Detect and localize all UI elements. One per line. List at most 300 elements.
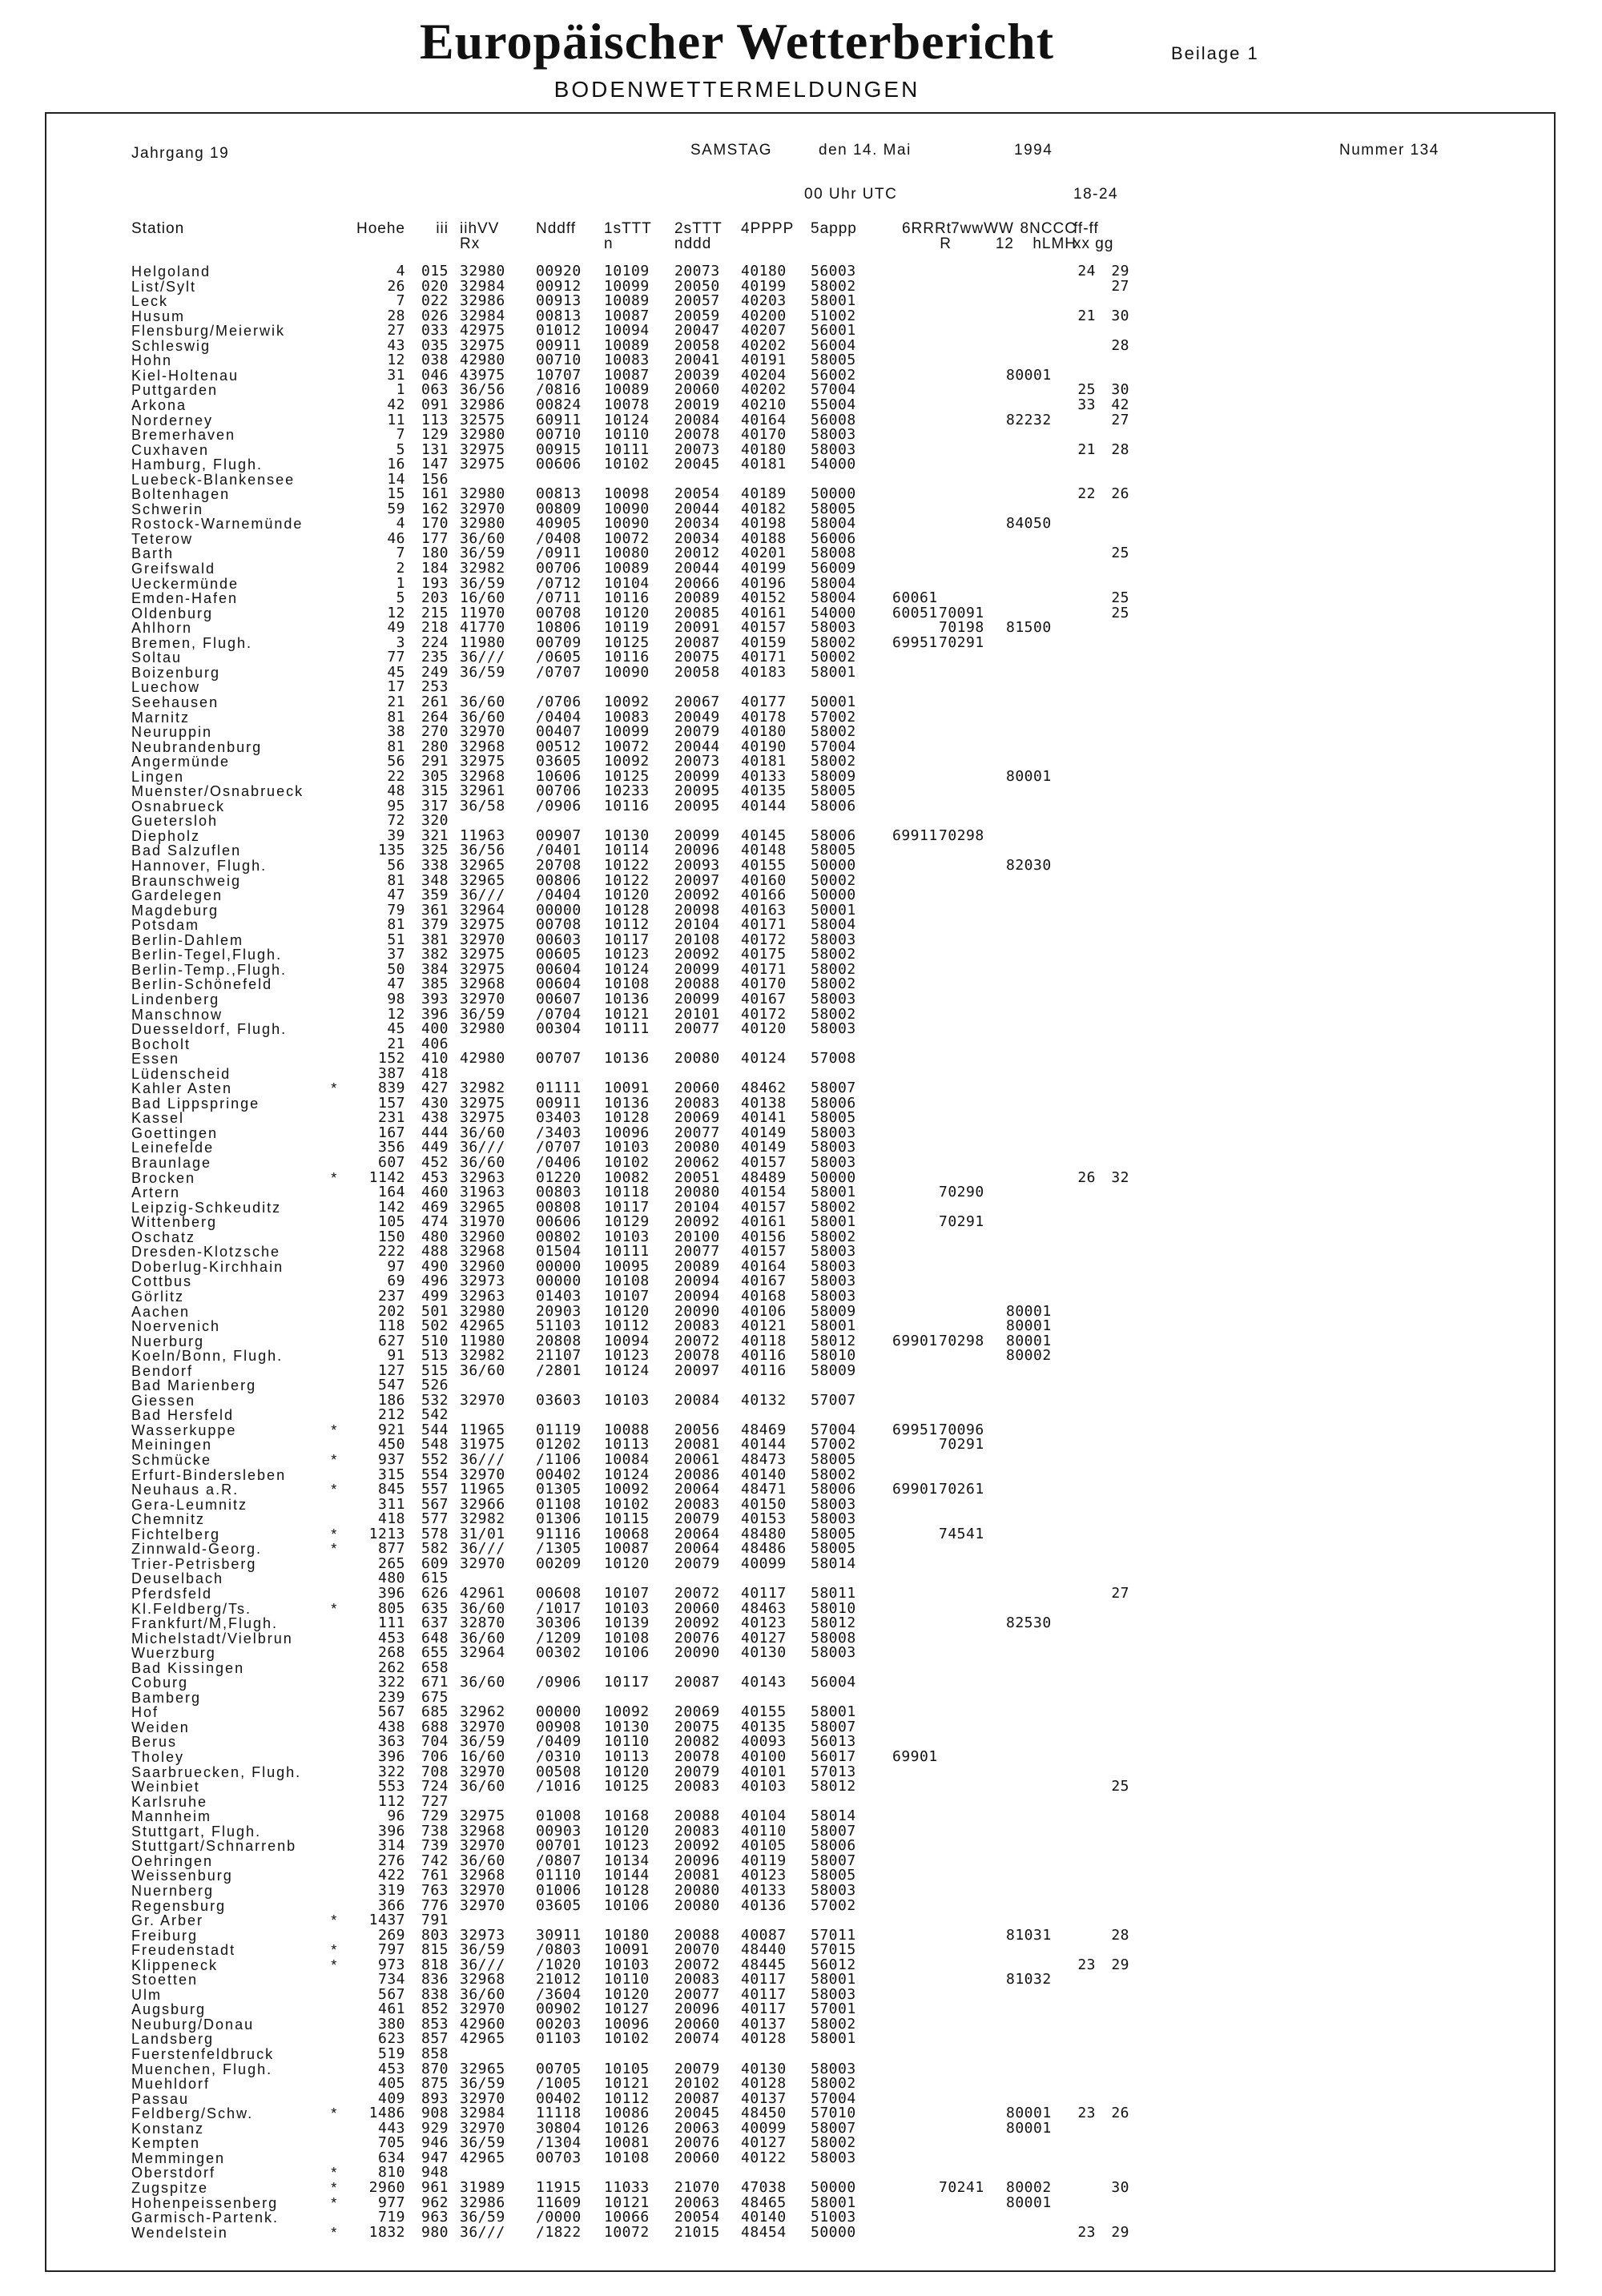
table-row xyxy=(0,428,1602,442)
station-name: Oberstdorf xyxy=(131,2165,216,2181)
station-index: 203 xyxy=(421,589,449,607)
table-row xyxy=(0,1616,1602,1631)
group-5: 40087 xyxy=(741,1926,787,1944)
station-elevation: 46 xyxy=(387,529,405,547)
station-elevation: 1437 xyxy=(368,1912,405,1929)
group-3: 10123 xyxy=(604,1347,650,1365)
group-9: 84050 xyxy=(1006,515,1052,533)
group-6: 56001 xyxy=(811,322,856,340)
group-1: 32970 xyxy=(460,990,505,1007)
group-4: 20085 xyxy=(674,604,720,621)
group-6: 58005 xyxy=(811,1525,856,1542)
group-9: 82530 xyxy=(1006,1614,1052,1632)
station-name: Ulm xyxy=(131,1986,162,2003)
table-row xyxy=(0,1972,1602,1987)
group-2: 00000 xyxy=(536,1703,582,1721)
group-4: 20069 xyxy=(674,1703,720,1721)
group-6: 58007 xyxy=(811,2119,856,2137)
group-1: 36/58 xyxy=(460,797,505,814)
station-elevation: 634 xyxy=(377,2149,405,2166)
station-index: 393 xyxy=(421,990,449,1007)
table-row xyxy=(0,784,1602,798)
table-row xyxy=(0,680,1602,694)
station-index: 270 xyxy=(421,723,449,741)
group-5: 40161 xyxy=(741,604,787,621)
station-index: 655 xyxy=(421,1644,449,1662)
station-index: 325 xyxy=(421,842,449,859)
table-row xyxy=(0,2077,1602,2091)
group-3: 10104 xyxy=(604,574,650,592)
group-4: 20076 xyxy=(674,1629,720,1647)
station-name: Osnabrueck xyxy=(131,798,226,814)
group-3: 10086 xyxy=(604,2105,650,2122)
table-row xyxy=(0,1051,1602,1066)
group-6: 58003 xyxy=(811,1510,856,1528)
group-1: 32980 xyxy=(460,515,505,533)
group-1: 32960 xyxy=(460,1257,505,1275)
gust-value: 42 xyxy=(1111,396,1129,413)
station-elevation: 839 xyxy=(377,1080,405,1097)
station-elevation: 12 xyxy=(387,1005,405,1023)
table-row xyxy=(0,574,1602,592)
table-row xyxy=(0,472,1602,487)
group-5: 40099 xyxy=(741,2119,787,2137)
station-elevation: 17 xyxy=(387,678,405,696)
station-elevation: 202 xyxy=(377,1302,405,1320)
group-6: 55004 xyxy=(811,396,856,413)
station-elevation: 409 xyxy=(377,2089,405,2107)
station-name: Fichtelberg xyxy=(131,1526,221,1542)
group-2: 00607 xyxy=(536,990,582,1007)
station-index: 499 xyxy=(421,1287,449,1305)
station-name: Hohenpeissenberg xyxy=(131,2194,279,2211)
group-2: 30804 xyxy=(536,2119,582,2137)
table-row xyxy=(0,413,1602,428)
group-6: 50000 xyxy=(811,1168,856,1186)
mountain-station-mark: * xyxy=(331,1912,337,1929)
group-3: 10108 xyxy=(604,1273,650,1290)
group-2: 01305 xyxy=(536,1481,582,1498)
station-name: Kahler Asten xyxy=(131,1080,233,1097)
col-iihvv: iihVV Rx xyxy=(460,220,500,252)
group-4: 20088 xyxy=(674,975,720,993)
station-elevation: 356 xyxy=(377,1139,405,1156)
group-2: 00604 xyxy=(536,960,582,978)
group-3: 10117 xyxy=(604,1674,650,1691)
group-1: 42965 xyxy=(460,1317,505,1335)
group-1: 32970 xyxy=(460,931,505,948)
group-6: 58001 xyxy=(811,663,856,681)
table-row xyxy=(0,1215,1602,1229)
group-3: 10103 xyxy=(604,1956,650,1973)
group-6: 58001 xyxy=(811,1971,856,1988)
group-4: 20077 xyxy=(674,1020,720,1038)
group-3: 10089 xyxy=(604,336,650,354)
group-2: 00803 xyxy=(536,1184,582,1201)
station-name: Boizenburg xyxy=(131,664,221,681)
station-elevation: 112 xyxy=(377,1792,405,1810)
station-name: Pferdsfeld xyxy=(131,1585,213,1602)
station-name: Kl.Feldberg/Ts. xyxy=(131,1600,252,1617)
group-5: 47038 xyxy=(741,2178,787,2196)
group-2: 00606 xyxy=(536,456,582,473)
group-5: 40180 xyxy=(741,723,787,741)
group-6: 58001 xyxy=(811,1703,856,1721)
station-elevation: 2 xyxy=(396,560,405,577)
station-name: Magdeburg xyxy=(131,902,219,919)
group-6: 50000 xyxy=(811,887,856,904)
group-1: 42975 xyxy=(460,322,505,340)
station-elevation: 276 xyxy=(377,1852,405,1869)
station-name: Stoetten xyxy=(131,1972,199,1988)
group-7: 69951 xyxy=(892,633,938,651)
group-5: 40106 xyxy=(741,1302,787,1320)
station-elevation: 567 xyxy=(377,1703,405,1721)
station-elevation: 237 xyxy=(377,1287,405,1305)
group-6: 58008 xyxy=(811,1629,856,1647)
group-6: 58002 xyxy=(811,1466,856,1483)
group-2: /0704 xyxy=(536,1005,582,1023)
station-index: 658 xyxy=(421,1659,449,1676)
station-index: 515 xyxy=(421,1361,449,1379)
group-2: 03605 xyxy=(536,1896,582,1914)
group-1: 32986 xyxy=(460,292,505,310)
group-3: 10168 xyxy=(604,1807,650,1825)
group-5: 40164 xyxy=(741,1257,787,1275)
station-elevation: 480 xyxy=(377,1570,405,1587)
group-3: 10120 xyxy=(604,1822,650,1840)
group-6: 58001 xyxy=(811,1317,856,1335)
table-row xyxy=(0,2062,1602,2077)
station-index: 015 xyxy=(421,263,449,279)
group-1: 32970 xyxy=(460,723,505,741)
gust-value: 30 xyxy=(1111,2178,1129,2196)
group-1: 32963 xyxy=(460,1168,505,1186)
table-row xyxy=(0,2210,1602,2225)
table-row xyxy=(0,1512,1602,1526)
station-elevation: 95 xyxy=(387,797,405,814)
group-6: 58003 xyxy=(811,1139,856,1156)
group-5: 40188 xyxy=(741,529,787,547)
station-index: 381 xyxy=(421,931,449,948)
table-row xyxy=(0,1319,1602,1333)
group-3: 10108 xyxy=(604,2149,650,2166)
group-5: 40143 xyxy=(741,1674,787,1691)
gust-max: 21 xyxy=(1077,440,1096,458)
group-2: /0911 xyxy=(536,545,582,562)
table-row xyxy=(0,1274,1602,1289)
station-elevation: 51 xyxy=(387,931,405,948)
group-5: 48471 xyxy=(741,1481,787,1498)
group-1: 32968 xyxy=(460,1822,505,1840)
group-5: 40110 xyxy=(741,1822,787,1840)
group-2: 00604 xyxy=(536,975,582,993)
group-8: 70291 xyxy=(939,1213,984,1231)
group-2: 01504 xyxy=(536,1243,582,1261)
group-2: 01306 xyxy=(536,1510,582,1528)
gust-value: 26 xyxy=(1111,485,1129,503)
group-5: 40130 xyxy=(741,1644,787,1662)
group-1: 36/60 xyxy=(460,1778,505,1795)
supplement-label: Beilage 1 xyxy=(1171,43,1259,63)
group-3: 10105 xyxy=(604,2060,650,2077)
group-2: 01111 xyxy=(536,1080,582,1097)
group-1: 36/56 xyxy=(460,842,505,859)
group-2: 20903 xyxy=(536,1302,582,1320)
station-index: 532 xyxy=(421,1391,449,1409)
station-name: Fuerstenfeldbruck xyxy=(131,2046,275,2062)
group-4: 20072 xyxy=(674,1956,720,1973)
group-4: 20059 xyxy=(674,307,720,324)
group-2: 10606 xyxy=(536,767,582,785)
group-4: 20092 xyxy=(674,1213,720,1231)
station-elevation: 443 xyxy=(377,2119,405,2137)
station-name: Weinbiet xyxy=(131,1779,200,1795)
group-6: 58003 xyxy=(811,2149,856,2166)
group-2: 11118 xyxy=(536,2105,582,2122)
group-6: 58002 xyxy=(811,2015,856,2033)
group-4: 20064 xyxy=(674,1540,720,1558)
group-4: 20082 xyxy=(674,1733,720,1751)
station-elevation: 42 xyxy=(387,396,405,413)
group-1: 32966 xyxy=(460,1495,505,1513)
station-elevation: 7 xyxy=(396,426,405,444)
group-6: 58008 xyxy=(811,545,856,562)
station-index: 348 xyxy=(421,871,449,889)
group-1: 36/60 xyxy=(460,708,505,726)
gust-max: 33 xyxy=(1077,396,1096,413)
group-4: 20045 xyxy=(674,2105,720,2122)
group-9: 82232 xyxy=(1006,411,1052,428)
table-row xyxy=(0,1334,1602,1349)
group-4: 20073 xyxy=(674,440,720,458)
table-row xyxy=(0,1438,1602,1452)
station-index: 396 xyxy=(421,1005,449,1023)
group-2: 00708 xyxy=(536,916,582,934)
group-6: 58009 xyxy=(811,1302,856,1320)
table-row xyxy=(0,1943,1602,1957)
station-elevation: 5 xyxy=(396,440,405,458)
group-4: 20102 xyxy=(674,2075,720,2093)
station-index: 321 xyxy=(421,826,449,844)
mountain-station-mark: * xyxy=(331,2179,337,2196)
group-1: 32970 xyxy=(460,1896,505,1914)
station-elevation: 387 xyxy=(377,1064,405,1082)
station-name: Deuselbach xyxy=(131,1570,224,1587)
group-1: 36/// xyxy=(460,1139,505,1156)
station-index: 091 xyxy=(421,396,449,413)
group-6: 57002 xyxy=(811,1896,856,1914)
station-name: Brocken xyxy=(131,1169,196,1186)
group-5: 48440 xyxy=(741,1941,787,1959)
group-2: 01006 xyxy=(536,1881,582,1899)
table-row xyxy=(0,1913,1602,1928)
group-1: 32975 xyxy=(460,440,505,458)
station-index: 946 xyxy=(421,2134,449,2152)
group-1: 36/60 xyxy=(460,1985,505,2003)
group-4: 20096 xyxy=(674,1852,720,1869)
station-elevation: 43 xyxy=(387,336,405,354)
group-4: 20096 xyxy=(674,2000,720,2018)
group-4: 20095 xyxy=(674,782,720,800)
group-6: 58003 xyxy=(811,1985,856,2003)
group-4: 20108 xyxy=(674,931,720,948)
col-iii: iii xyxy=(436,220,449,237)
table-row xyxy=(0,799,1602,814)
station-name: Karlsruhe xyxy=(131,1793,208,1810)
station-index: 180 xyxy=(421,545,449,562)
station-elevation: 38 xyxy=(387,723,405,741)
group-5: 40117 xyxy=(741,1584,787,1602)
table-row xyxy=(0,1140,1602,1155)
group-1: 36/// xyxy=(460,1540,505,1558)
station-elevation: 366 xyxy=(377,1896,405,1914)
col-1sttt: 1sTTT n xyxy=(604,220,652,252)
table-row xyxy=(0,368,1602,383)
station-name: Gera-Leumnitz xyxy=(131,1496,248,1513)
group-5: 40123 xyxy=(741,1614,787,1632)
group-4: 20054 xyxy=(674,2209,720,2226)
table-row xyxy=(0,977,1602,991)
station-elevation: 319 xyxy=(377,1881,405,1899)
group-3: 10090 xyxy=(604,663,650,681)
station-name: Konstanz xyxy=(131,2120,205,2137)
group-1: 36/60 xyxy=(460,1361,505,1379)
station-name: Greifswald xyxy=(131,561,216,577)
station-elevation: 81 xyxy=(387,916,405,934)
group-6: 57002 xyxy=(811,1436,856,1454)
table-row xyxy=(0,871,1602,889)
group-5: 48462 xyxy=(741,1080,787,1097)
station-index: 382 xyxy=(421,946,449,963)
group-1: 36/59 xyxy=(460,1733,505,1751)
table-row xyxy=(0,1408,1602,1422)
station-elevation: 135 xyxy=(377,842,405,859)
station-name: Gardelegen xyxy=(131,887,223,904)
group-3: 10066 xyxy=(604,2209,650,2226)
group-1: 11970 xyxy=(460,604,505,621)
table-row xyxy=(0,1661,1602,1675)
table-row xyxy=(0,2121,1602,2136)
group-1: 31963 xyxy=(460,1184,505,1201)
group-5: 40167 xyxy=(741,990,787,1007)
station-elevation: 56 xyxy=(387,857,405,874)
station-name: Wittenberg xyxy=(131,1214,218,1231)
station-index: 947 xyxy=(421,2149,449,2166)
station-index: 501 xyxy=(421,1302,449,1320)
group-5: 40199 xyxy=(741,277,787,295)
station-elevation: 15 xyxy=(387,485,405,503)
station-index: 449 xyxy=(421,1139,449,1156)
table-row xyxy=(0,606,1602,621)
station-index: 544 xyxy=(421,1421,449,1438)
station-name: Cottbus xyxy=(131,1273,193,1290)
table-row xyxy=(0,1527,1602,1542)
group-2: 21012 xyxy=(536,1971,582,1988)
station-name: Ahlhorn xyxy=(131,620,193,637)
group-4: 20063 xyxy=(674,2193,720,2211)
station-name: Hohn xyxy=(131,352,173,369)
group-4: 20012 xyxy=(674,545,720,562)
group-5: 40172 xyxy=(741,931,787,948)
group-4: 20041 xyxy=(674,352,720,369)
group-1: 36/59 xyxy=(460,663,505,681)
table-row xyxy=(0,2136,1602,2150)
gust-value: 25 xyxy=(1111,1778,1129,1795)
group-1: 42980 xyxy=(460,352,505,369)
gust-value: 32 xyxy=(1111,1168,1129,1186)
group-3: 10128 xyxy=(604,1109,650,1127)
group-6: 58003 xyxy=(811,931,856,948)
group-5: 40160 xyxy=(741,871,787,889)
group-3: 10087 xyxy=(604,1540,650,1558)
station-index: 320 xyxy=(421,812,449,830)
mountain-station-mark: * xyxy=(331,1080,337,1097)
group-1: 36/56 xyxy=(460,381,505,399)
group-9: 80001 xyxy=(1006,1317,1052,1335)
group-1: 36/// xyxy=(460,2223,505,2241)
table-row xyxy=(0,1599,1602,1617)
group-3: 10128 xyxy=(604,1881,650,1899)
station-elevation: 50 xyxy=(387,960,405,978)
group-4: 20058 xyxy=(674,663,720,681)
group-2: /0408 xyxy=(536,529,582,547)
group-2: 00707 xyxy=(536,1050,582,1068)
group-6: 58012 xyxy=(811,1778,856,1795)
table-row xyxy=(0,398,1602,412)
station-elevation: 396 xyxy=(377,1822,405,1840)
group-5: 40172 xyxy=(741,1005,787,1023)
station-index: 688 xyxy=(421,1718,449,1735)
group-3: 10102 xyxy=(604,1495,650,1513)
group-5: 40207 xyxy=(741,322,787,340)
weekday-label: SAMSTAG xyxy=(690,142,772,159)
station-name: Oehringen xyxy=(131,1852,214,1869)
station-elevation: 231 xyxy=(377,1109,405,1127)
station-elevation: 186 xyxy=(377,1391,405,1409)
group-2: 00809 xyxy=(536,500,582,517)
group-6: 57004 xyxy=(811,2089,856,2107)
group-6: 58003 xyxy=(811,1881,856,1899)
station-name: Bad Lippspringe xyxy=(131,1095,260,1112)
group-5: 40117 xyxy=(741,1985,787,2003)
table-row xyxy=(0,383,1602,397)
group-1: 32975 xyxy=(460,1807,505,1825)
table-row xyxy=(0,740,1602,754)
group-3: 10120 xyxy=(604,1302,650,1320)
station-elevation: 453 xyxy=(377,2060,405,2077)
col-hoehe: Hoehe xyxy=(356,220,405,237)
group-4: 20057 xyxy=(674,292,720,310)
group-4: 20100 xyxy=(674,1228,720,1245)
group-2: /0906 xyxy=(536,1674,582,1691)
table-row xyxy=(0,1393,1602,1408)
group-4: 20058 xyxy=(674,336,720,354)
group-3: 10130 xyxy=(604,826,650,844)
gust-value: 29 xyxy=(1111,2223,1129,2241)
group-6: 57013 xyxy=(811,1763,856,1780)
group-1: 32986 xyxy=(460,2193,505,2211)
station-elevation: 396 xyxy=(377,1748,405,1765)
gust-value: 29 xyxy=(1111,263,1129,279)
group-2: /0906 xyxy=(536,797,582,814)
station-elevation: 47 xyxy=(387,975,405,993)
group-6: 56002 xyxy=(811,366,856,384)
group-3: 10128 xyxy=(604,901,650,919)
group-2: /1020 xyxy=(536,1956,582,1973)
group-3: 10117 xyxy=(604,931,650,948)
group-6: 50000 xyxy=(811,485,856,503)
